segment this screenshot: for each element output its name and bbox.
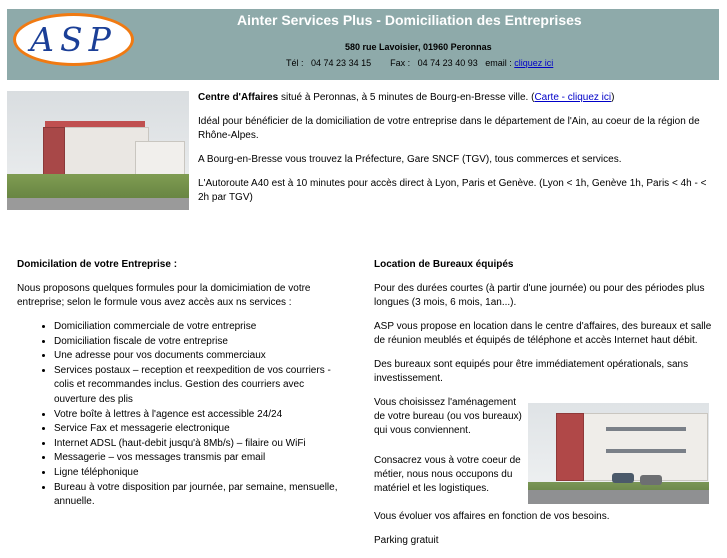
list-item: • Internet ADSL (haut-debit jusqu'à 8Mb/s) – filaire ou WiFi [54, 437, 347, 452]
business-center-photo [7, 91, 189, 210]
intro-paragraph-location: Centre d'Affaires situé à Peronnas, à 5 minutes de Bourg-en-Bresse ville. (Carte - cliquez ici) [198, 92, 615, 103]
office-building-photo [528, 403, 709, 504]
list-item: • Une adresse pour vos documents commerciaux [54, 349, 347, 364]
site-title: Ainter Services Plus - Domiciliation des Entreprises [237, 12, 582, 28]
email-link[interactable]: cliquez ici [514, 58, 554, 68]
location-paragraph-coeur-metier: Consacrez vous à votre coeur de métier, nous nous occupons du matériel et les logistiques. [374, 455, 521, 494]
list-item: • Ligne téléphonique [54, 466, 347, 481]
domiciliation-title: Domicilation de votre Entreprise : [17, 259, 178, 270]
services-list [17, 320, 347, 510]
list-item: • Domiciliation fiscale de votre entreprise [54, 335, 347, 350]
intro-section [198, 91, 718, 215]
intro-paragraph-bourg: A Bourg-en-Bresse vous trouvez la Préfecture, Gare SNCF (TGV), tous commerces et services. [198, 154, 622, 165]
asp-logo[interactable] [13, 13, 134, 66]
tel-number: 04 74 23 34 15 [311, 58, 372, 68]
intro-paragraph-autoroute: L'Autoroute A40 est à 10 minutes pour accès direct à Lyon, Paris et Genève. (Lyon < 1h, Genève 1h, Paris < 4h - < 2h par TGV) [198, 178, 707, 203]
list-item: • Services postaux – reception et reexpedition de vos courriers - colis et recommandes inclus. Gestion des courriers avec ouverture des plis [54, 364, 347, 408]
location-paragraph-amenagement: Vous choisissez l'aménagement de votre bureau (ou vos bureaux) qui vous conviennent. [374, 397, 522, 436]
address: 580 rue Lavoisier, 01960 Peronnas [345, 42, 492, 52]
domiciliation-section [17, 258, 347, 510]
fax-label: Fax : [390, 58, 411, 68]
location-paragraph-equipes: Des bureaux sont equipés pour être immédiatement opérationals, sans investissement. [374, 359, 689, 384]
centre-affaires-label: Centre d'Affaires [198, 92, 279, 103]
list-item: • Domiciliation commerciale de votre entreprise [54, 320, 347, 335]
fax-number: 04 74 23 40 93 [417, 58, 478, 68]
domiciliation-intro: Nous proposons quelques formules pour la domicimiation de votre entreprise; selon le formule vous avez accès aux ns services : [17, 283, 311, 308]
email-label: email : [485, 58, 512, 68]
location-paragraph-parking: Parking gratuit [374, 535, 439, 546]
list-item: • Votre boîte à lettres à l'agence est accessible 24/24 [54, 408, 347, 423]
location-title: Location de Bureaux équipés [374, 259, 514, 270]
location-paragraph-evoluer: Vous évoluer vos affaires en fonction de vos besoins. [374, 511, 610, 522]
tel-label: Tél : [286, 58, 304, 68]
contact-line [286, 58, 553, 68]
location-paragraph-asp: ASP vous propose en location dans le centre d'affaires, des bureaux et salle de réunion meublés et équipés de téléphone et accès Internet haut débit. [374, 321, 712, 346]
location-paragraph-durees: Pour des durées courtes (à partir d'une journée) ou pour des périodes plus longues (3 mois, 6 mois, 1an...). [374, 283, 705, 308]
logo-text: ASP [30, 20, 117, 59]
site-header [7, 9, 719, 80]
list-item: • Bureau à votre disposition par journée, par semaine, mensuelle, annuelle. [54, 481, 347, 510]
map-link[interactable]: Carte - cliquez ici [534, 92, 612, 103]
list-item: • Messagerie – vos messages transmis par email [54, 451, 347, 466]
intro-paragraph-ideal: Idéal pour bénéficier de la domiciliation de votre entreprise dans le département de l'Ain, au coeur de la région de Rhône-Alpes. [198, 116, 700, 141]
list-item: • Service Fax et messagerie electronique [54, 422, 347, 437]
